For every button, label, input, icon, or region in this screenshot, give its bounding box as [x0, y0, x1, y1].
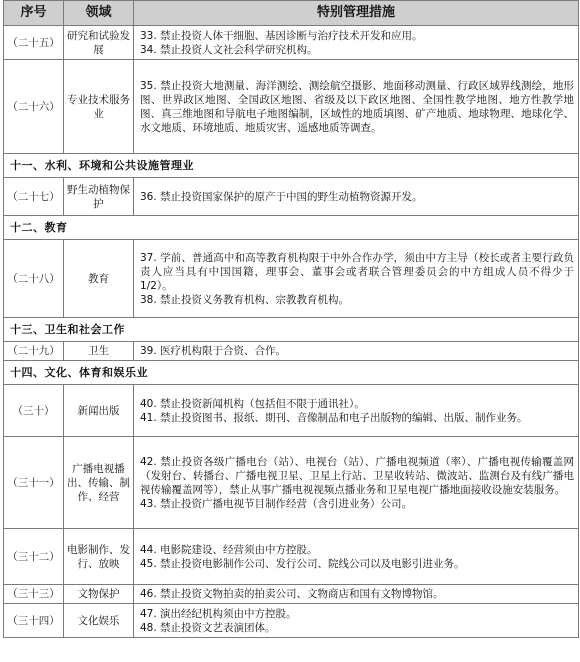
section-row: [4, 216, 579, 240]
row-measures: [134, 342, 579, 361]
row-measures: [134, 60, 579, 154]
measure-item: 45. 禁止投资电影制作公司、发行公司、院线公司以及电影引进业务。: [140, 557, 465, 570]
table-row: [4, 240, 579, 318]
measure-item: 34. 禁止投资人文社会科学研究机构。: [140, 43, 318, 56]
header-field: 领域: [64, 1, 134, 26]
row-number: （三十二）: [4, 529, 64, 585]
section-row: [4, 154, 579, 178]
row-number: （二十七）: [4, 178, 64, 216]
table-header-row: [4, 1, 579, 26]
row-measures: [134, 385, 579, 437]
row-field: 文物保护: [64, 585, 134, 604]
measure-item: 40. 禁止投资新闻机构（包括但不限于通讯社）。: [140, 397, 365, 410]
row-measures: [134, 585, 579, 604]
row-field: 文化娱乐: [64, 604, 134, 638]
measure-item: 48. 禁止投资文艺表演团体。: [140, 621, 276, 634]
measure-item: 41. 禁止投资图书、报纸、期刊、音像制品和电子出版物的编辑、出版、制作业务。: [140, 411, 528, 424]
row-number: （三十三）: [4, 585, 64, 604]
measure-item: 38. 禁止投资义务教育机构、宗教教育机构。: [140, 293, 350, 306]
row-number: （三十一）: [4, 437, 64, 529]
section-title: 十一、水利、环境和公共设施管理业: [4, 154, 579, 178]
section-title: 十四、文化、体育和娱乐业: [4, 361, 579, 385]
row-measures: [134, 26, 579, 60]
header-measures: 特别管理措施: [134, 1, 579, 26]
row-field: 野生动植物保护: [64, 178, 134, 216]
measure-item: 46. 禁止投资文物拍卖的拍卖公司、文物商店和国有文物博物馆。: [140, 588, 444, 600]
measure-item: 42. 禁止投资各级广播电台（站）、电视台（站）、广播电视频道（率）、广播电视传输覆盖网（发射台、转播台、广播电视卫星、卫星上行站、卫星收转站、微波站、监测台及有线广播电视传输覆盖网等），禁止从事广播电视视频点播业务和卫星电视广播地面接收设施安装服务。: [140, 455, 574, 496]
row-number: （三十四）: [4, 604, 64, 638]
measure-item: 39. 医疗机构限于合资、合作。: [140, 345, 287, 357]
measure-item: 37. 学前、普通高中和高等教育机构限于中外合作办学，须由中方主导（校长或者主要行政负责人应当具有中国国籍，理事会、董事会或者联合管理委员会的中方组成人员不得少于 1/2）。: [140, 251, 574, 292]
row-number: （二十九）: [4, 342, 64, 361]
header-no: 序号: [4, 1, 64, 26]
row-field: 研究和试验发展: [64, 26, 134, 60]
table-row: [4, 585, 579, 604]
table-row: [4, 604, 579, 638]
row-field: 专业技术服务业: [64, 60, 134, 154]
row-number: （二十八）: [4, 240, 64, 318]
row-field: 广播电视播出、传输、制作、经营: [64, 437, 134, 529]
table-row: [4, 529, 579, 585]
row-measures: [134, 529, 579, 585]
measure-item: 36. 禁止投资国家保护的原产于中国的野生动植物资源开发。: [140, 190, 423, 203]
row-measures: [134, 437, 579, 529]
row-number: （二十六）: [4, 60, 64, 154]
row-measures: [134, 178, 579, 216]
row-field: 新闻出版: [64, 385, 134, 437]
measure-item: 33. 禁止投资人体干细胞、基因诊断与治疗技术开发和应用。: [140, 29, 423, 42]
section-title: 十三、卫生和社会工作: [4, 318, 579, 342]
table-row: [4, 26, 579, 60]
row-field: 电影制作、发行、放映: [64, 529, 134, 585]
row-measures: [134, 604, 579, 638]
measure-item: 43. 禁止投资广播电视节目制作经营（含引进业务）公司。: [140, 497, 413, 510]
row-field: 教育: [64, 240, 134, 318]
row-field: 卫生: [64, 342, 134, 361]
table-row: [4, 385, 579, 437]
table-row: [4, 178, 579, 216]
table-row: [4, 342, 579, 361]
table-row: [4, 60, 579, 154]
row-number: （三十）: [4, 385, 64, 437]
section-row: [4, 361, 579, 385]
section-row: [4, 318, 579, 342]
row-number: （二十五）: [4, 26, 64, 60]
table-row: [4, 437, 579, 529]
measure-item: 44. 电影院建设、经营须由中方控股。: [140, 543, 318, 556]
special-measures-table: [3, 0, 579, 638]
measure-item: 35. 禁止投资大地测量、海洋测绘、测绘航空摄影、地面移动测量、行政区域界线测绘，地形图、世界政区地图、全国政区地图、省级及以下政区地图、全国性教学地图、地方性教学地图、真三维地图和导航电子地图编制，区域性的地质填图、矿产地质、地球物理、地球化学、水文地质、环境地质、地质灾害、遥感地质等调查。: [140, 79, 574, 134]
section-title: 十二、教育: [4, 216, 579, 240]
measure-item: 47. 演出经纪机构须由中方控股。: [140, 607, 297, 620]
row-measures: [134, 240, 579, 318]
